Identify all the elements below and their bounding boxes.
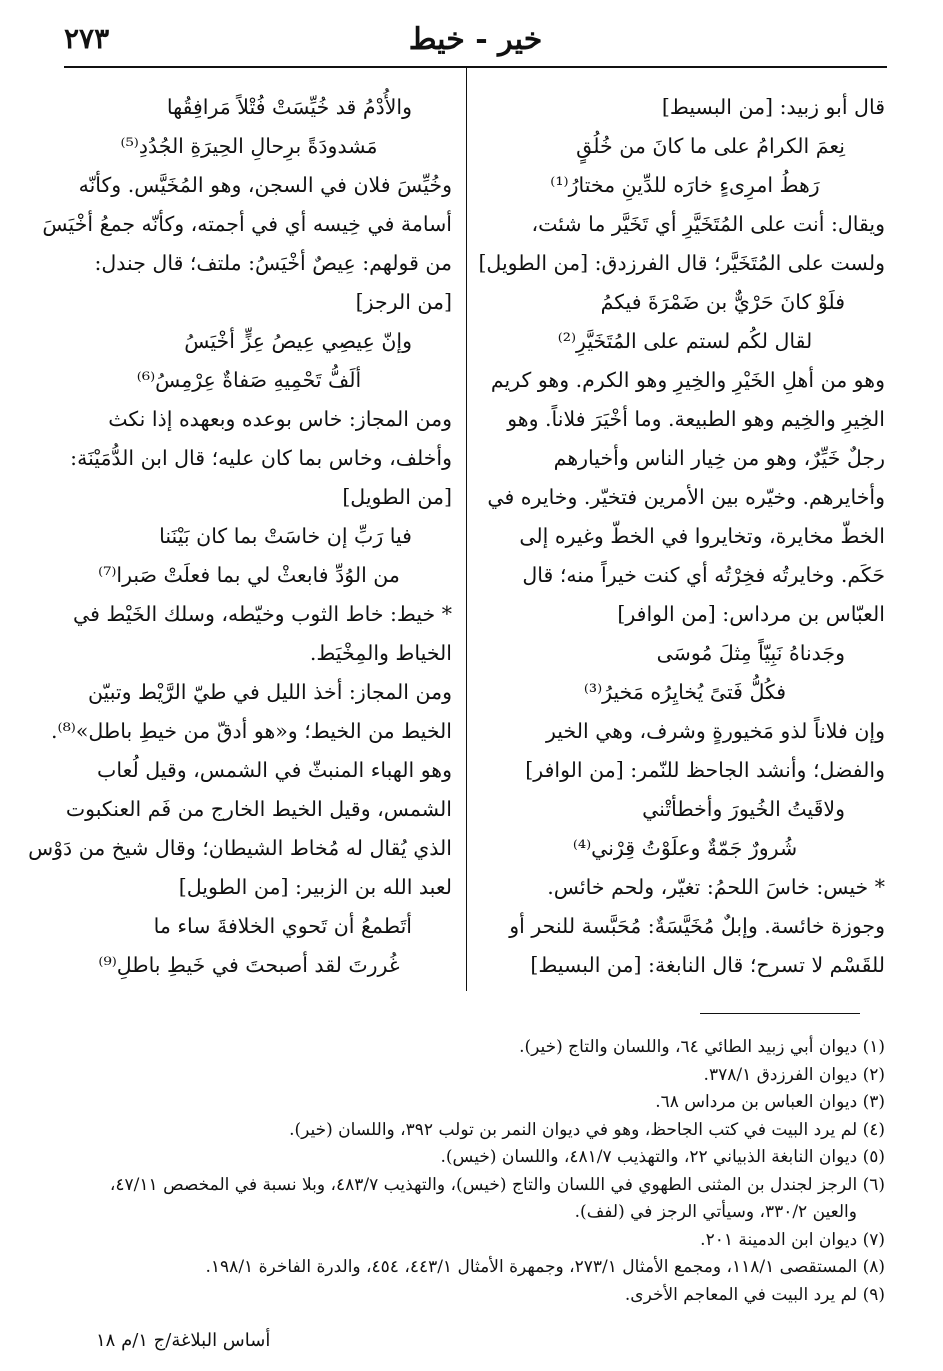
text-line: ويقال: أنت على المُتَخَيَّرِ أي تَخَيَّر ما شئت، <box>531 212 885 236</box>
text-line: ومن المجاز: خاس بوعده وبعهده إذا نكث <box>108 407 452 431</box>
text-line: ومن المجاز: أخذ الليل في طيّ الرَّيْط وتبيّن <box>87 680 452 704</box>
footnote: (٢) ديوان الفرزدق ٣٧٨/١. <box>703 1064 885 1085</box>
verse-line: فلَوْ كانَ حَرْيٌّ بن ضَمْرَةَ فيكمُ <box>600 290 845 314</box>
verse-line: غُررتَ لقد أصبحتَ في خَيطِ باطلِ⁽⁹⁾ <box>98 953 400 977</box>
footnotes <box>65 1034 885 1309</box>
footnote: (٤) لم يرد البيت في كتب الجاحظ، وهو في ديوان النمر بن تولب ٣٩٢، واللسان (خير). <box>289 1119 885 1140</box>
page-footer-signature: أساس البلاغة/ج ١/م ١٨ <box>96 1330 271 1351</box>
page-number: ٢٧٣ <box>64 22 110 55</box>
verse-line: شُرورٌ جَمّةٌ وعلَوْتُ قِرْني⁽⁴⁾ <box>572 836 798 860</box>
verse-line: ألَفُّ تَحْمِيهِ صَفاةٌ عِرْمِسُ⁽⁶⁾ <box>136 368 362 392</box>
verse-line: أتَطمعُ أن تَحوي الخلافةَ ساء ما <box>153 914 412 938</box>
text-line: قال أبو زبيد: [من البسيط] <box>661 95 885 119</box>
verse-line: نِعمَ الكرامُ على ما كانَ من خُلُقٍ <box>576 134 845 158</box>
footnote: (٧) ديوان ابن الدمينة ٢٠١. <box>700 1229 885 1250</box>
verse-line: من الوُدِّ فابعثْ لي بما فعلَتْ صَبرا⁽⁷⁾ <box>98 563 400 587</box>
verse-line: وجَدناهُ نَبِيّاً مِثلَ مُوسَى <box>656 641 845 665</box>
text-line: والفضل؛ وأنشد الجاحظ للنّمر: [من الوافر] <box>525 758 885 782</box>
verse-line: رَهطُ امرِىءٍ خارَه للدِّينِ مختارُ⁽¹⁾ <box>550 173 820 197</box>
left-column <box>28 88 452 985</box>
text-line: أسامة في خِيسه أي في أجمته، وكأنّه جمعُ أخْيَسَ <box>42 212 452 236</box>
footnote: (١) ديوان أبي زبيد الطائي ٦٤، واللسان والتاج (خير). <box>519 1037 885 1057</box>
text-line: الشمس، وقيل الخيط الخارج من فَم العنكبوت <box>65 797 452 821</box>
text-line: رجلٌ خَيِّرٌ، وهو من خِيار الناس وأخيارهم <box>553 446 885 470</box>
text-line: وهو من أهلِ الخَيْرِ والخِيرِ وهو الكرم. وهو كريم <box>490 368 885 392</box>
verse-line: ولاقَيتُ الخُيورَ وأخطأتْني <box>642 797 845 821</box>
column-divider <box>466 66 467 991</box>
verse-line: فكُلُّ فَتىً يُخايِرُه مَخيرُ⁽³⁾ <box>583 680 787 704</box>
text-line: للقَسْم لا تسرح؛ قال النابغة: [من البسيط] <box>530 953 885 977</box>
text-line: الخطّ مخايرة، وتخايروا في الخطّ وغيره إلى <box>519 524 885 548</box>
footnote: (٦) الرجز لجندل بن المثنى الطهوي في اللسان والتاج (خيس)، والتهذيب ٤٨٣/٧، وبلا نسبة في المخصص ٤٧/١١، <box>109 1174 885 1195</box>
verse-line: فيا رَبِّ إن خاسَتْ بما كان بَيْنَنا <box>159 524 412 548</box>
entry-heading-khyt: * خيط: خاط الثوب وخيّطه، وسلك الخَيْط في <box>72 602 452 626</box>
verse-line: وإنّ عِيصِي عِيصُ عِزٍّ أخْيَسُ <box>184 329 412 353</box>
verse-line: والأُدْمُ قد خُيِّسَتْ فُتْلاً مَرافِقُها <box>166 95 412 119</box>
text-line: الخِيرِ والخِيم وهو الطبيعة. وما أخْيَرَ فلاناً. وهو <box>507 407 885 431</box>
footnote: والعين ٣٣٠/٢، وسيأتي الرجز في (لفف). <box>574 1202 857 1222</box>
running-title: خير - خيط <box>408 22 543 57</box>
meter-label: [من الرجز] <box>355 290 452 314</box>
text-line: الخيط من الخيط؛ و«هو أدقّ من خيطِ باطل»⁽⁸⁾. <box>51 719 452 743</box>
footnote: (٩) لم يرد البيت في المعاجم الأخرى. <box>624 1284 885 1305</box>
text-line: ولست على المُتَخَيَّر؛ قال الفرزدق: [من الطويل] <box>478 251 885 275</box>
text-line: العبّاس بن مرداس: [من الوافر] <box>617 602 885 626</box>
text-line: وهو الهباء المنبثّ في الشمس، وقيل لُعاب <box>97 758 452 782</box>
right-column <box>478 88 885 985</box>
text-line: الخياط والمِخْيَط. <box>309 641 452 665</box>
text-line: من قولهم: عِيصٌ أخْيَسُ: ملتف؛ قال جندل: <box>94 251 452 275</box>
footnote: (٥) ديوان النابغة الذبياني ٢٢، والتهذيب ٤٨١/٧، واللسان (خيس). <box>440 1147 885 1167</box>
meter-label: [من الطويل] <box>342 485 452 509</box>
text-line: وأخلف، وخاس بما كان عليه؛ قال ابن الدُّمَيْنَة: <box>70 446 452 470</box>
text-line: حَكَم. وخايرتُه فخِرْتُه أي كنت خيراً منه؛ قال <box>522 563 885 587</box>
header-rule <box>64 66 887 68</box>
footnote: (٣) ديوان العباس بن مرداس ٦٨. <box>655 1092 885 1112</box>
text-line: لعبد الله بن الزبير: [من الطويل] <box>178 875 452 899</box>
text-line: وخُيِّسَ فلان في السجن، وهو المُخَيَّس. وكأنّه <box>78 173 452 197</box>
verse-line: مَشدودَةً برِحالِ الحِيرَةِ الجُدُدِ⁽⁵⁾ <box>120 134 378 158</box>
page-header <box>64 18 887 62</box>
entry-heading-khys: * خيس: خاسَ اللحمُ: تغيّر، ولحم خائس. <box>547 875 885 899</box>
text-line: وأخايرهم. وخيّره بين الأمرين فتخيّر. وخايره في <box>487 485 885 509</box>
text-line: وإن فلاناً لذو مَخيورةٍ وشرف، وهي الخير <box>546 719 885 743</box>
text-line: الذي يُقال له مُخاط الشيطان؛ وقال شيخ من دَوْس <box>28 836 452 860</box>
footnote: (٨) المستقصى ١١٨/١، ومجمع الأمثال ٢٧٣/١، وجمهرة الأمثال ٤٤٣/١، ٤٥٤، والدرة الفاخرة ١٩٨/١. <box>205 1257 885 1277</box>
verse-line: لقال لكُم لستم على المُتَخَيَّرِ⁽²⁾ <box>557 329 813 353</box>
text-line: وجوزة خائسة. وإبلٌ مُخَيَّسَةٌ: مُحَبَّسة للنحر أو <box>509 914 885 938</box>
footnote-rule <box>700 1013 860 1014</box>
